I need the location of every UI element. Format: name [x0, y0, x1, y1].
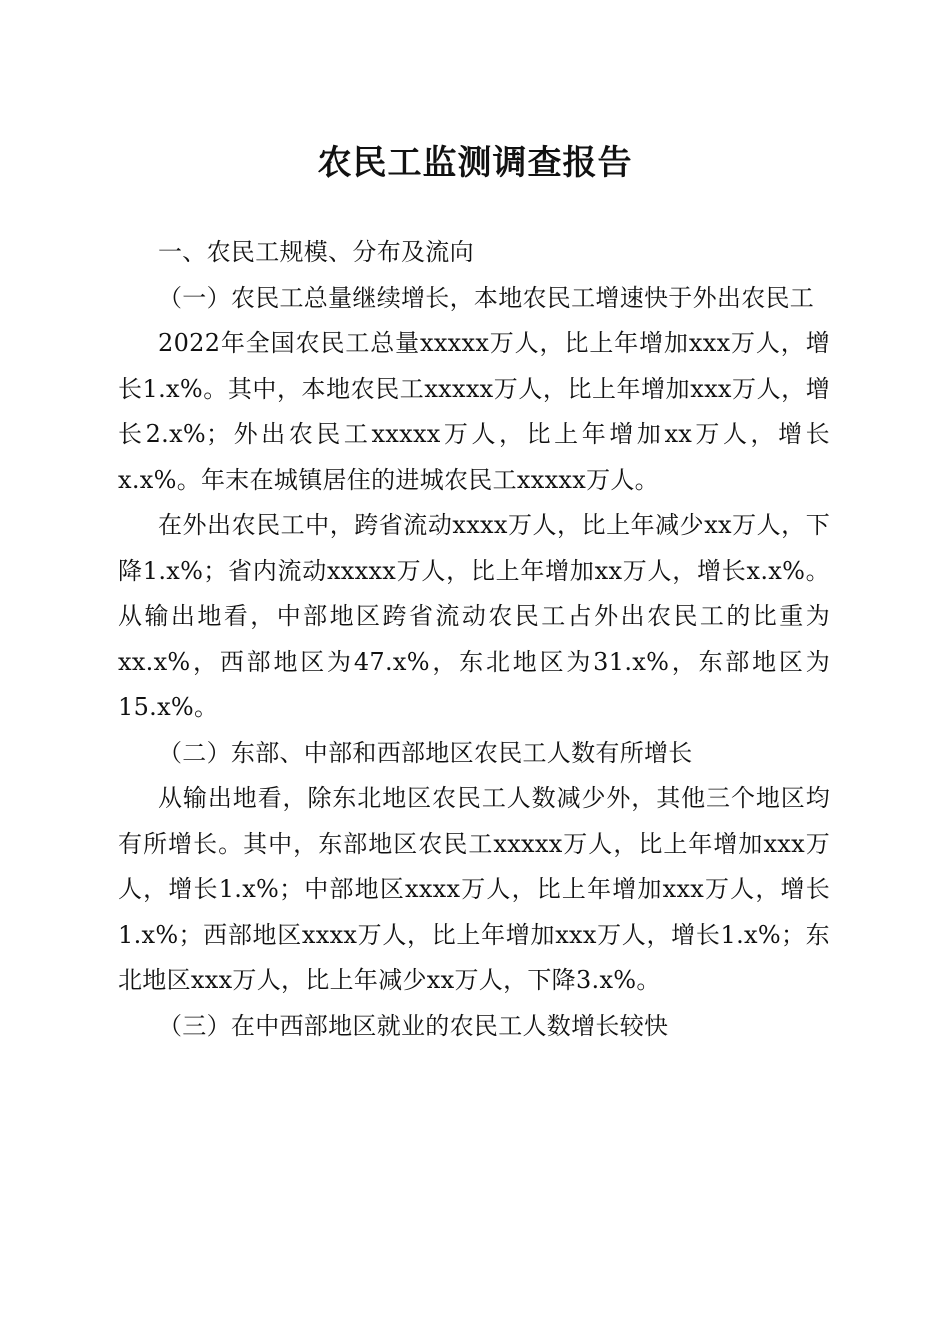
paragraph-2: 在外出农民工中，跨省流动xxxx万人，比上年减少xx万人，下降1.x%；省内流动xxxxx万人，比上年增加xx万人，增长x.x%。从输出地看，中部地区跨省流动农民工占外出农民工的比重为xx.x%，西部地区为47.x%，东北地区为31.x%，东部地区为15.x%。 — [118, 511, 830, 721]
document-title: 农民工监测调查报告 — [317, 143, 633, 183]
subsection-heading-1: （一）农民工总量继续增长，本地农民工增速快于外出农民工 — [158, 283, 815, 312]
paragraph-3: 从输出地看，除东北地区农民工人数减少外，其他三个地区均有所增长。其中，东部地区农民工xxxxx万人，比上年增加xxx万人，增长1.x%；中部地区xxxx万人，比上年增加xxx万人，增长1.x%；西部地区xxxx万人，比上年增加xxx万人，增长1.x%；东北地区xxx万人，比上年减少xx万人，下降3.x%。 — [118, 784, 830, 994]
section-heading-1: 一、农民工规模、分布及流向 — [158, 238, 474, 266]
subsection-heading-2: （二）东部、中部和西部地区农民工人数有所增长 — [158, 738, 693, 767]
document-body — [118, 230, 830, 1049]
subsection-heading-3: （三）在中西部地区就业的农民工人数增长较快 — [158, 1011, 669, 1040]
paragraph-1: 2022年全国农民工总量xxxxx万人，比上年增加xxx万人，增长1.x%。其中，本地农民工xxxxx万人，比上年增加xxx万人，增长2.x%；外出农民工xxxxx万人，比上年增加xx万人，增长x.x%。年末在城镇居住的进城农民工xxxxx万人。 — [118, 329, 830, 494]
